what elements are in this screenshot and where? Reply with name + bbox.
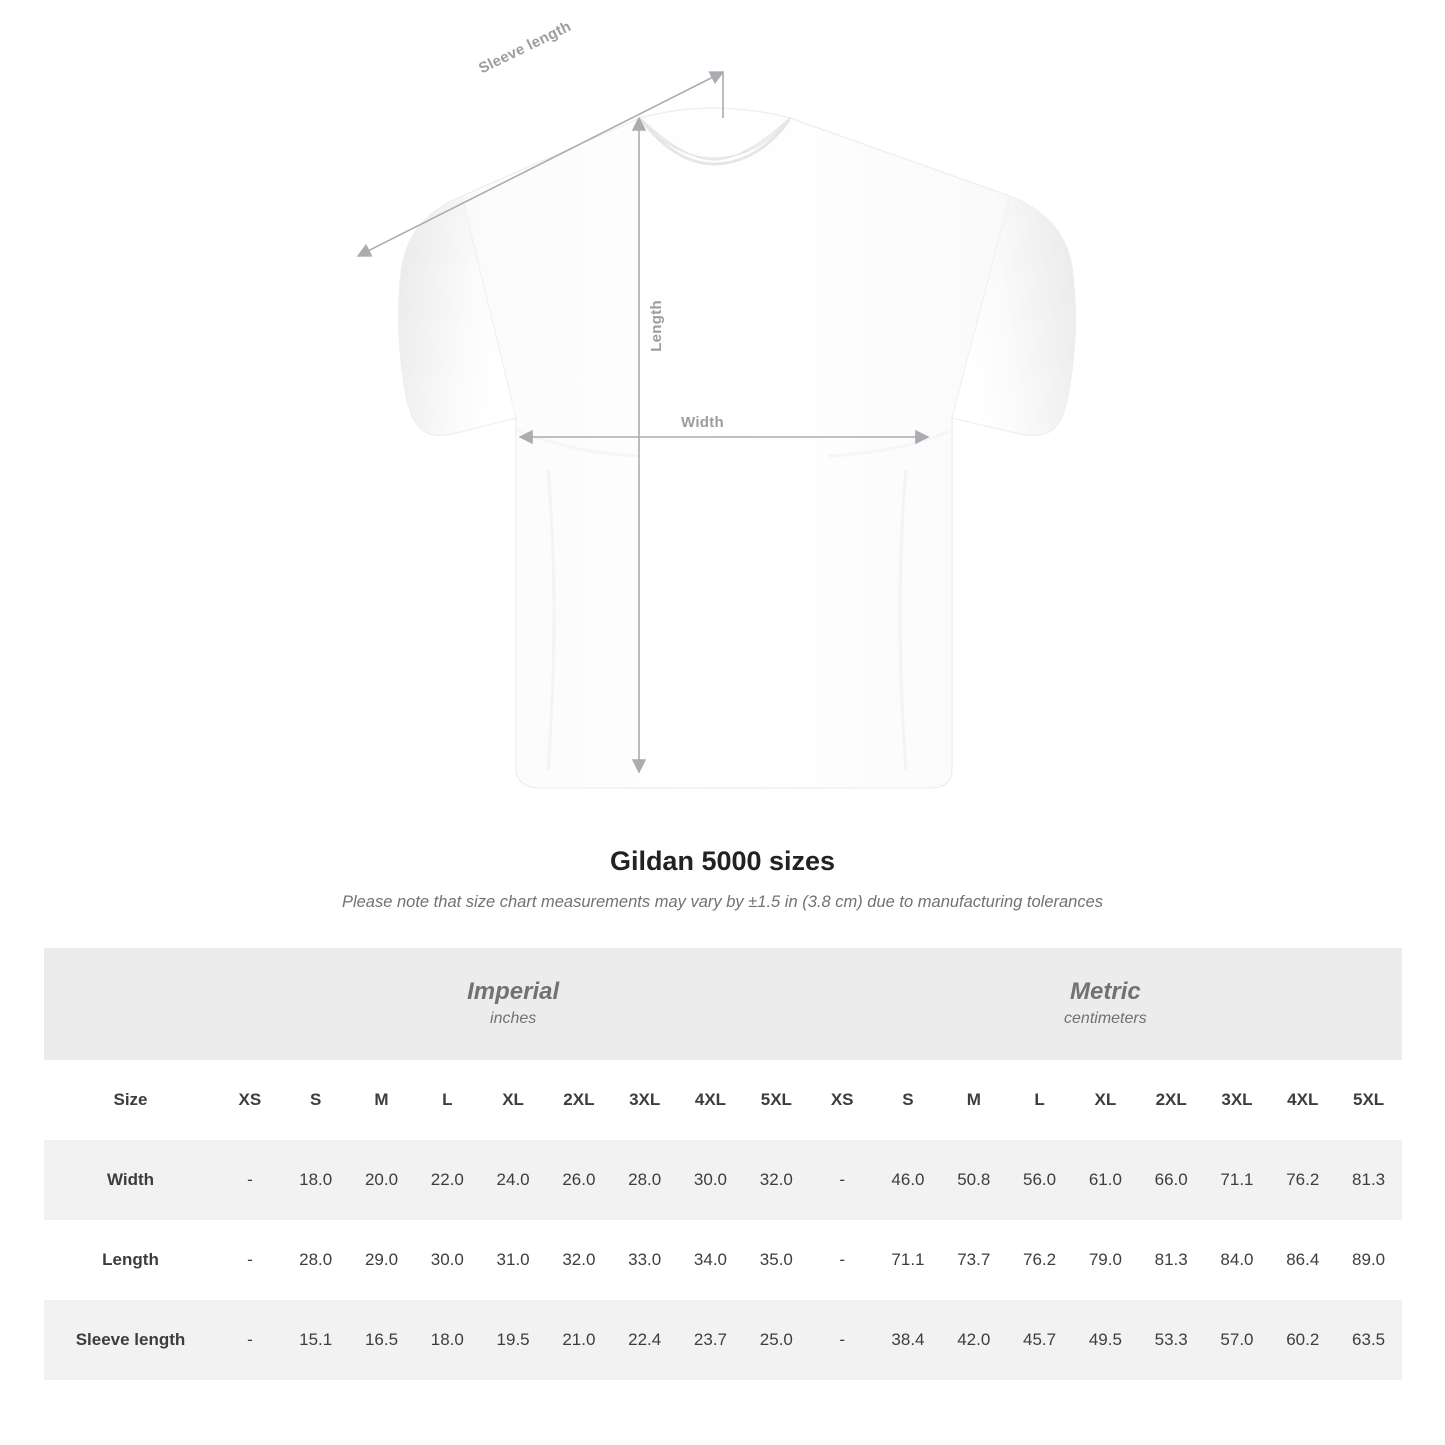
- unit-group-imperial-sub: inches: [490, 1010, 537, 1027]
- table-cell: 28.0: [612, 1140, 678, 1220]
- table-cell: 71.1: [875, 1220, 941, 1300]
- table-cell: 33.0: [612, 1220, 678, 1300]
- unit-group-imperial-name: Imperial: [467, 978, 560, 1005]
- table-row: [44, 1300, 1402, 1380]
- table-cell: 76.2: [1007, 1220, 1073, 1300]
- size-label-cell: Size: [44, 1060, 217, 1140]
- table-cell: 20.0: [349, 1140, 415, 1220]
- sleeve-length-dimension-label: Sleeve length: [476, 17, 574, 78]
- size-header-cell: L: [1007, 1060, 1073, 1140]
- size-header-cell: M: [941, 1060, 1007, 1140]
- table-cell: -: [217, 1300, 283, 1380]
- size-table-wrapper: [44, 948, 1401, 1380]
- table-cell: 35.0: [743, 1220, 809, 1300]
- table-cell: 49.5: [1072, 1300, 1138, 1380]
- length-dimension-label: Length: [648, 300, 665, 352]
- size-header-cell: XL: [480, 1060, 546, 1140]
- table-cell: 26.0: [546, 1140, 612, 1220]
- table-cell: 50.8: [941, 1140, 1007, 1220]
- size-header-cell: 3XL: [1204, 1060, 1270, 1140]
- table-cell: 15.1: [283, 1300, 349, 1380]
- table-cell: 21.0: [546, 1300, 612, 1380]
- table-cell: -: [217, 1140, 283, 1220]
- size-header-cell: L: [414, 1060, 480, 1140]
- size-header-cell: 2XL: [546, 1060, 612, 1140]
- table-cell: 32.0: [743, 1140, 809, 1220]
- table-cell: 24.0: [480, 1140, 546, 1220]
- table-cell: 81.3: [1336, 1140, 1402, 1220]
- table-cell: 79.0: [1072, 1220, 1138, 1300]
- table-cell: -: [809, 1140, 875, 1220]
- table-cell: 57.0: [1204, 1300, 1270, 1380]
- size-header-cell: 3XL: [612, 1060, 678, 1140]
- title-block: [0, 846, 1445, 912]
- size-header-cell: 5XL: [743, 1060, 809, 1140]
- size-header-cell: S: [875, 1060, 941, 1140]
- unit-group-imperial: [217, 948, 809, 1060]
- table-cell: 18.0: [414, 1300, 480, 1380]
- table-cell: 56.0: [1007, 1140, 1073, 1220]
- table-cell: 28.0: [283, 1220, 349, 1300]
- table-cell: 60.2: [1270, 1300, 1336, 1380]
- table-cell: -: [217, 1220, 283, 1300]
- size-header-cell: 5XL: [1336, 1060, 1402, 1140]
- size-header-cell: 4XL: [678, 1060, 744, 1140]
- table-cell: -: [809, 1300, 875, 1380]
- row-label-sleeve-length: Sleeve length: [44, 1300, 217, 1380]
- size-header-cell: M: [349, 1060, 415, 1140]
- size-header-cell: S: [283, 1060, 349, 1140]
- table-cell: 38.4: [875, 1300, 941, 1380]
- unit-group-metric: [809, 948, 1401, 1060]
- table-cell: 89.0: [1336, 1220, 1402, 1300]
- table-cell: 71.1: [1204, 1140, 1270, 1220]
- table-cell: 61.0: [1072, 1140, 1138, 1220]
- table-cell: 84.0: [1204, 1220, 1270, 1300]
- size-header-cell: 2XL: [1138, 1060, 1204, 1140]
- table-cell: 31.0: [480, 1220, 546, 1300]
- table-cell: 63.5: [1336, 1300, 1402, 1380]
- unit-group-metric-sub: centimeters: [1064, 1010, 1147, 1027]
- size-header-cell: XS: [809, 1060, 875, 1140]
- size-header-row: [44, 1060, 1402, 1140]
- table-cell: 73.7: [941, 1220, 1007, 1300]
- tolerance-note: Please note that size chart measurements may vary by ±1.5 in (3.8 cm) due to manufacturing tolerances: [341, 893, 1104, 911]
- table-cell: 81.3: [1138, 1220, 1204, 1300]
- table-cell: 46.0: [875, 1140, 941, 1220]
- tshirt-shape: [399, 108, 1076, 788]
- table-cell: 32.0: [546, 1220, 612, 1300]
- table-cell: 16.5: [349, 1300, 415, 1380]
- table-row: [44, 1220, 1402, 1300]
- size-header-cell: XL: [1072, 1060, 1138, 1140]
- row-label-width: Width: [44, 1140, 217, 1220]
- table-cell: 76.2: [1270, 1140, 1336, 1220]
- unit-group-metric-name: Metric: [1070, 978, 1141, 1005]
- size-header-cell: 4XL: [1270, 1060, 1336, 1140]
- unit-header-row: [44, 948, 1402, 1060]
- size-header-cell: XS: [217, 1060, 283, 1140]
- table-cell: 23.7: [678, 1300, 744, 1380]
- table-cell: -: [809, 1220, 875, 1300]
- size-table: [44, 948, 1402, 1380]
- table-cell: 18.0: [283, 1140, 349, 1220]
- table-cell: 25.0: [743, 1300, 809, 1380]
- table-cell: 29.0: [349, 1220, 415, 1300]
- table-cell: 45.7: [1007, 1300, 1073, 1380]
- table-cell: 42.0: [941, 1300, 1007, 1380]
- table-cell: 66.0: [1138, 1140, 1204, 1220]
- table-cell: 86.4: [1270, 1220, 1336, 1300]
- table-cell: 30.0: [678, 1140, 744, 1220]
- table-cell: 30.0: [414, 1220, 480, 1300]
- table-cell: 53.3: [1138, 1300, 1204, 1380]
- row-label-length: Length: [44, 1220, 217, 1300]
- table-cell: 22.4: [612, 1300, 678, 1380]
- page-title: Gildan 5000 sizes: [609, 846, 836, 876]
- width-dimension-label: Width: [681, 414, 725, 431]
- table-cell: 19.5: [480, 1300, 546, 1380]
- table-cell: 34.0: [678, 1220, 744, 1300]
- table-row: [44, 1140, 1402, 1220]
- unit-header-spacer: [44, 948, 217, 1060]
- table-cell: 22.0: [414, 1140, 480, 1220]
